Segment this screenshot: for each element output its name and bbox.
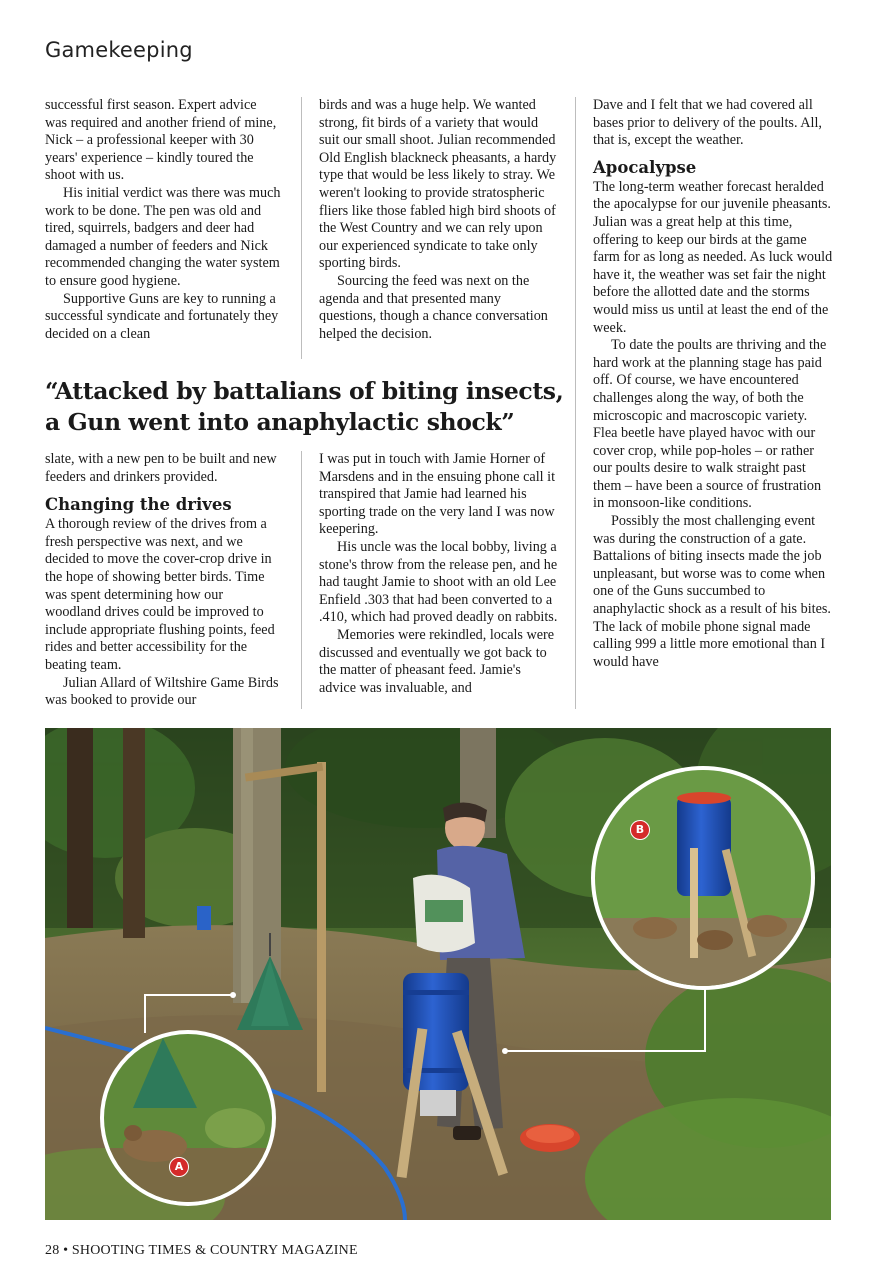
column-2-bottom bbox=[319, 451, 559, 697]
paragraph: Dave and I felt that we had covered all bases prior to delivery of the poults. All, that is, except the weather. bbox=[593, 97, 822, 149]
paragraph: slate, with a new pen to be built and new feeders and drinkers provided. bbox=[45, 451, 277, 485]
paragraph: Supportive Guns are key to running a successful syndicate and fortunately they decided on a clean bbox=[45, 290, 279, 342]
column-1-bottom bbox=[45, 451, 281, 710]
paragraph: The long-term weather forecast heralded the apocalypse for our juvenile pheasants. Julian was a great help at this time, offering to keep our birds at the game farm for as long as needed. As luck would have it, the weather was set fair the night before the allotted date and the storms would miss us until at least the end of the week. bbox=[593, 178, 833, 336]
paragraph: Julian Allard of Wiltshire Game Birds was booked to provide our bbox=[45, 674, 279, 709]
column-rule bbox=[301, 97, 302, 359]
pull-quote-line: “Attacked by battalians of biting insects, bbox=[45, 377, 564, 405]
paragraph: To date the poults are thriving and the hard work at the planning stage has paid off. Of course, we have encountered challenges along the way, of both the microscopic and macroscopic variety. Flea beetle have played havoc with our cover crop, while pop-holes – or rather our poults desire to walk straight past them – have been a source of frustration in monsoon-like conditions. bbox=[593, 337, 827, 512]
paragraph: successful first season. Expert advice was required and another friend of mine, Nick – a professional keeper with 30 years' experience – kindly toured the shoot with us. bbox=[45, 97, 277, 184]
column-3 bbox=[593, 97, 833, 671]
pull-quote bbox=[45, 376, 585, 438]
page-footer: 28 • SHOOTING TIMES & COUNTRY MAGAZINE bbox=[45, 1243, 358, 1258]
paragraph: A thorough review of the drives from a fresh perspective was next, and we decided to move the cover-crop drive in the hope of showing better birds. Time was spent determining how our woodland drives could be improved to include appropriate flushing points, feed rides and better accessibility for the beating team. bbox=[45, 516, 275, 673]
paragraph: Sourcing the feed was next on the agenda and that presented many questions, though a chance conversation helped the decision. bbox=[319, 272, 548, 342]
paragraph: Possibly the most challenging event was during the construction of a gate. Battalions of biting insects made the job unpleasant, but worse was to come when one of the Guns succumbed to anaphylactic shock as a result of his bites. The lack of mobile phone signal made calling 999 a little more emotional than I would have bbox=[593, 513, 831, 670]
column-2-top bbox=[319, 97, 559, 343]
column-rule bbox=[301, 451, 302, 709]
callout-badge-b: B bbox=[630, 820, 650, 840]
column-1-top bbox=[45, 97, 281, 343]
paragraph: His initial verdict was there was much work to be done. The pen was old and tired, squirrels, badgers and deer had damaged a number of feeders and Nick recommended changing the water system to ensure good hygiene. bbox=[45, 184, 281, 289]
feature-photo bbox=[45, 728, 831, 1220]
subheading: Apocalypse bbox=[593, 157, 697, 177]
subheading: Changing the drives bbox=[45, 495, 232, 515]
pull-quote-line: a Gun went into anaphylactic shock” bbox=[45, 408, 515, 436]
paragraph: Memories were rekindled, locals were discussed and eventually we got back to the matter of pheasant feed. Jamie's advice was invaluable, and bbox=[319, 626, 555, 696]
paragraph: His uncle was the local bobby, living a stone's throw from the release pen, and he had taught Jamie to shoot with an old Lee Enfield .303 that had been converted to a .410, which had proved deadly on rabbits. bbox=[319, 538, 558, 626]
section-label: Gamekeeping bbox=[45, 38, 193, 62]
callout-badge-a: A bbox=[169, 1157, 189, 1177]
paragraph: birds and was a huge help. We wanted strong, fit birds of a variety that would suit our small shoot. Julian recommended Old English blackneck pheasants, a hardy type that would be less likely to stray. We weren't looking to provide stratospheric fliers like those fabled high bird shoots of the West Country and we can rely upon our experienced syndicate to take only sporting birds. bbox=[319, 97, 557, 272]
paragraph: I was put in touch with Jamie Horner of Marsdens and in the ensuing phone call it transpired that Jamie had learned his sporting trade on the very land I was now keepering. bbox=[319, 451, 556, 538]
woodland-feeder-scene bbox=[45, 728, 831, 1220]
